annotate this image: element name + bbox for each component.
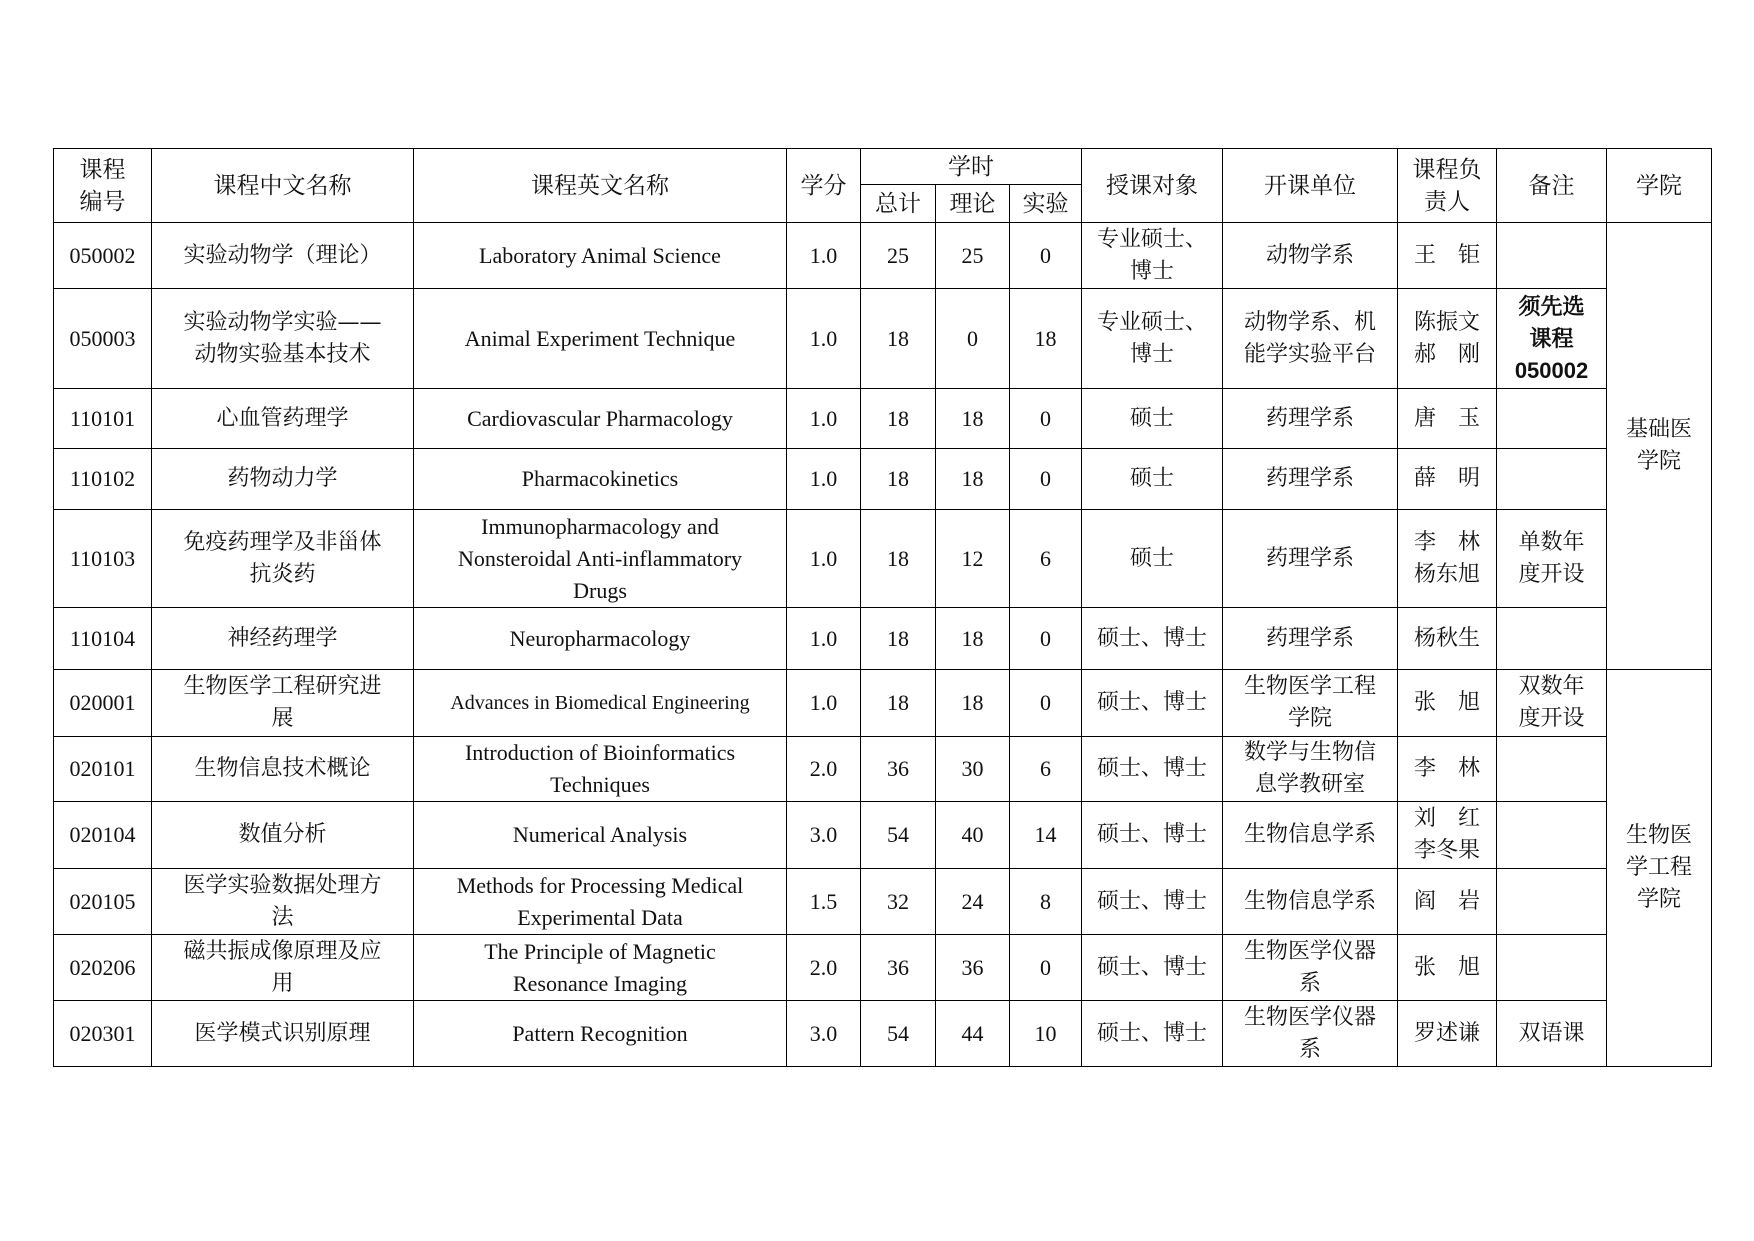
cell-line: 专业硕士、 [1097,309,1208,335]
cell-line: 硕士 [1130,545,1175,571]
cell-line: 050002 [1514,357,1589,383]
cell-line: 基础医 [1626,417,1693,442]
course-audience [1082,510,1223,608]
header-code: 课程 编号 [54,149,152,223]
cell-line: 数值分析 [238,822,327,847]
hours-total: 18 [861,670,936,737]
course-code: 020206 [54,935,152,1001]
course-remark [1497,449,1607,510]
cell-line: Numerical Analysis [512,822,688,847]
cell-line: Pharmacokinetics [521,466,679,491]
course-cn-name [152,223,414,289]
course-unit [1223,1001,1398,1067]
course-remark [1497,737,1607,802]
course-remark [1497,1001,1607,1067]
cell-line: 医学模式识别原理 [194,1020,371,1046]
course-code: 020104 [54,802,152,869]
course-en-name [414,737,787,802]
header-credit: 学分 [787,149,861,223]
course-cn-name [152,737,414,802]
header-en-name: 课程英文名称 [414,149,787,223]
cell-line: 李冬果 [1414,838,1481,863]
table-row [54,869,1712,935]
cell-line: 博士 [1130,341,1175,367]
cell-line: Immunopharmacology and [481,513,719,539]
cell-line: 医学实验数据处理方 [183,872,382,898]
course-audience [1082,289,1223,389]
cell-line: 生物医学工程 [1244,674,1377,699]
header-college: 学院 [1607,149,1712,223]
cell-line: 动物实验基本技术 [194,341,371,367]
cell-line: Methods for Processing Medical [456,872,744,898]
header-remark: 备注 [1497,149,1607,223]
course-lead [1398,869,1497,935]
course-unit [1223,935,1398,1001]
course-cn-name [152,670,414,737]
cell-line: 息学教研室 [1255,772,1366,797]
course-remark [1497,935,1607,1001]
cell-line: Resonance Imaging [512,970,688,996]
hours-theory: 18 [936,389,1010,449]
course-code: 110102 [54,449,152,510]
hours-lab: 18 [1010,289,1082,389]
course-lead [1398,737,1497,802]
course-credit: 3.0 [787,1001,861,1067]
course-remark [1497,802,1607,869]
hours-lab: 0 [1010,670,1082,737]
course-cn-name [152,510,414,608]
course-en-name [414,449,787,510]
cell-line: Laboratory Animal Science [479,242,721,268]
cell-line: 心血管药理学 [216,405,349,431]
course-cn-name [152,1001,414,1067]
hours-lab: 8 [1010,869,1082,935]
course-unit [1223,869,1398,935]
course-lead [1398,608,1497,670]
table-row [54,449,1712,510]
cell-line: 免疫药理学及非甾体 [183,529,382,555]
course-lead [1398,449,1497,510]
course-lead [1398,802,1497,869]
cell-line: Advances in Biomedical Engineering [450,692,750,714]
cell-line: 能学实验平台 [1244,341,1377,367]
course-cn-name [152,608,414,670]
cell-line: 法 [271,904,294,930]
cell-line: Pattern Recognition [512,1020,688,1046]
course-unit [1223,802,1398,869]
course-credit: 3.0 [787,802,861,869]
cell-line: 学院 [1288,706,1333,731]
course-credit: 1.5 [787,869,861,935]
course-lead [1398,1001,1497,1067]
header-hours-theory: 理论 [936,185,1010,223]
course-code: 050002 [54,223,152,289]
hours-total: 18 [861,449,936,510]
cell-line: 双数年 [1518,674,1585,699]
course-cn-name [152,449,414,510]
hours-lab: 0 [1010,449,1082,510]
cell-line: 抗炎药 [249,561,316,587]
course-credit: 1.0 [787,670,861,737]
hours-total: 18 [861,608,936,670]
cell-line: 药理学系 [1266,466,1355,491]
cell-line: 王 钜 [1414,242,1481,268]
cell-line: Animal Experiment Technique [464,325,736,351]
cell-line: 生物医学仪器 [1244,1004,1377,1030]
cell-line: 硕士、博士 [1097,822,1208,847]
course-credit: 1.0 [787,608,861,670]
course-audience [1082,935,1223,1001]
table-row [54,1001,1712,1067]
course-cn-name [152,869,414,935]
cell-line: 李 林 [1414,756,1481,781]
cell-line: 实验动物学（理论） [183,242,382,268]
hours-total: 18 [861,289,936,389]
table-row [54,935,1712,1001]
course-code: 110103 [54,510,152,608]
table-row [54,608,1712,670]
cell-line: 学院 [1637,887,1682,912]
course-unit [1223,449,1398,510]
table-header [54,149,1712,223]
hours-lab: 0 [1010,935,1082,1001]
course-unit [1223,510,1398,608]
hours-theory: 24 [936,869,1010,935]
cell-line: 动物学系、机 [1244,309,1377,335]
cell-line: 磁共振成像原理及应 [183,938,382,964]
cell-line: 阎 岩 [1414,888,1481,914]
hours-total: 54 [861,1001,936,1067]
course-table [53,148,1712,1067]
cell-line: 学工程 [1626,855,1693,880]
hours-theory: 30 [936,737,1010,802]
course-cn-name [152,389,414,449]
course-en-name [414,935,787,1001]
cell-line: 罗述谦 [1414,1020,1481,1046]
course-lead [1398,389,1497,449]
course-credit: 1.0 [787,389,861,449]
cell-line: 动物学系 [1266,242,1355,268]
cell-line: 双语课 [1518,1020,1585,1046]
hours-theory: 18 [936,449,1010,510]
cell-line: 用 [271,970,294,996]
table-row [54,510,1712,608]
header-hours: 学时 [861,149,1082,185]
cell-line: 药理学系 [1266,405,1355,431]
course-lead [1398,935,1497,1001]
hours-total: 18 [861,510,936,608]
cell-line: 陈振文 [1414,309,1481,335]
course-audience [1082,802,1223,869]
college-cell [1607,223,1712,670]
course-lead [1398,223,1497,289]
hours-total: 18 [861,389,936,449]
cell-line: 硕士、博士 [1097,1020,1208,1046]
hours-lab: 10 [1010,1001,1082,1067]
course-unit [1223,737,1398,802]
course-unit [1223,670,1398,737]
course-lead [1398,510,1497,608]
cell-line: 硕士、博士 [1097,625,1208,651]
course-code: 110104 [54,608,152,670]
cell-line: 度开设 [1518,561,1585,587]
course-unit [1223,389,1398,449]
course-audience [1082,449,1223,510]
course-credit: 2.0 [787,737,861,802]
table-row [54,737,1712,802]
course-lead [1398,289,1497,389]
hours-lab: 0 [1010,389,1082,449]
hours-theory: 44 [936,1001,1010,1067]
hours-lab: 14 [1010,802,1082,869]
course-cn-name [152,935,414,1001]
table-row [54,670,1712,737]
cell-line: 实验动物学实验—— [183,309,382,335]
course-en-name [414,289,787,389]
course-en-name [414,869,787,935]
hours-theory: 36 [936,935,1010,1001]
cell-line: Neuropharmacology [509,625,691,651]
course-code: 020001 [54,670,152,737]
cell-line: 硕士、博士 [1097,756,1208,781]
cell-line: 生物医学仪器 [1244,938,1377,964]
course-code: 110101 [54,389,152,449]
hours-total: 36 [861,935,936,1001]
hours-theory: 18 [936,608,1010,670]
cell-line: 杨东旭 [1414,561,1481,587]
header-cn-name: 课程中文名称 [152,149,414,223]
cell-line: 硕士、博士 [1097,690,1208,715]
cell-line: 张 旭 [1414,690,1481,715]
course-audience [1082,1001,1223,1067]
cell-line: 杨秋生 [1414,625,1481,651]
cell-line: 生物信息学系 [1244,822,1377,847]
cell-line: 生物医 [1626,823,1693,848]
hours-theory: 40 [936,802,1010,869]
course-audience [1082,223,1223,289]
course-en-name [414,670,787,737]
cell-line: 药理学系 [1266,625,1355,651]
cell-line: 课程 [1529,325,1574,351]
cell-line: 张 旭 [1414,954,1481,980]
course-audience [1082,670,1223,737]
table-row [54,289,1712,389]
cell-line: 硕士 [1130,466,1175,491]
cell-line: Experimental Data [517,904,683,930]
cell-line: 数学与生物信 [1244,740,1377,765]
course-cn-name [152,289,414,389]
cell-line: 生物医学工程研究进 [183,674,382,699]
cell-line: 李 林 [1414,529,1481,555]
course-en-name [414,608,787,670]
cell-line: 唐 玉 [1414,405,1481,431]
cell-line: Introduction of Bioinformatics [464,740,736,765]
course-en-name [414,223,787,289]
cell-line: 药理学系 [1266,545,1355,571]
cell-line: 郝 刚 [1414,341,1481,367]
cell-line: 神经药理学 [227,625,338,651]
hours-total: 36 [861,737,936,802]
course-credit: 1.0 [787,449,861,510]
cell-line: Drugs [573,577,627,603]
course-credit: 1.0 [787,223,861,289]
cell-line: 硕士、博士 [1097,954,1208,980]
cell-line: 度开设 [1518,706,1585,731]
cell-line: 博士 [1130,258,1175,284]
course-en-name [414,1001,787,1067]
course-remark [1497,869,1607,935]
course-remark [1497,389,1607,449]
cell-line: 学院 [1637,449,1682,474]
cell-line: 单数年 [1518,529,1585,555]
cell-line: 系 [1299,970,1322,996]
hours-lab: 6 [1010,737,1082,802]
cell-line: The Principle of Magnetic [484,938,716,964]
cell-line: Nonsteroidal Anti-inflammatory [457,545,743,571]
cell-line: 展 [271,706,294,731]
course-en-name [414,510,787,608]
table-row [54,389,1712,449]
course-unit [1223,223,1398,289]
course-lead [1398,670,1497,737]
course-remark [1497,223,1607,289]
header-hours-lab: 实验 [1010,185,1082,223]
course-audience [1082,389,1223,449]
cell-line: 药物动力学 [227,466,338,491]
header-lead: 课程负 责人 [1398,149,1497,223]
course-unit [1223,608,1398,670]
college-cell [1607,670,1712,1067]
course-code: 020301 [54,1001,152,1067]
course-cn-name [152,802,414,869]
cell-line: 硕士 [1130,405,1175,431]
table-row [54,223,1712,289]
hours-total: 54 [861,802,936,869]
cell-line: 须先选 [1518,293,1585,319]
hours-theory: 25 [936,223,1010,289]
table-row [54,802,1712,869]
course-credit: 1.0 [787,510,861,608]
header-unit: 开课单位 [1223,149,1398,223]
table-body [54,223,1712,1067]
course-credit: 1.0 [787,289,861,389]
course-en-name [414,802,787,869]
course-en-name [414,389,787,449]
course-code: 050003 [54,289,152,389]
cell-line: 硕士、博士 [1097,888,1208,914]
hours-lab: 0 [1010,223,1082,289]
course-remark [1497,510,1607,608]
cell-line: Techniques [550,772,650,797]
header-audience: 授课对象 [1082,149,1223,223]
cell-line: Cardiovascular Pharmacology [467,405,733,431]
cell-line: 系 [1299,1036,1322,1062]
cell-line: 刘 红 [1414,806,1481,831]
course-code: 020105 [54,869,152,935]
course-remark [1497,289,1607,389]
course-credit: 2.0 [787,935,861,1001]
course-unit [1223,289,1398,389]
course-remark [1497,670,1607,737]
course-audience [1082,608,1223,670]
course-audience [1082,869,1223,935]
hours-lab: 6 [1010,510,1082,608]
cell-line: 生物信息学系 [1244,888,1377,914]
cell-line: 薛 明 [1414,466,1481,491]
course-audience [1082,737,1223,802]
course-code: 020101 [54,737,152,802]
hours-total: 32 [861,869,936,935]
hours-lab: 0 [1010,608,1082,670]
hours-theory: 0 [936,289,1010,389]
hours-total: 25 [861,223,936,289]
header-hours-total: 总计 [861,185,936,223]
course-remark [1497,608,1607,670]
cell-line: 专业硕士、 [1097,226,1208,252]
hours-theory: 12 [936,510,1010,608]
cell-line: 生物信息技术概论 [194,756,371,781]
hours-theory: 18 [936,670,1010,737]
